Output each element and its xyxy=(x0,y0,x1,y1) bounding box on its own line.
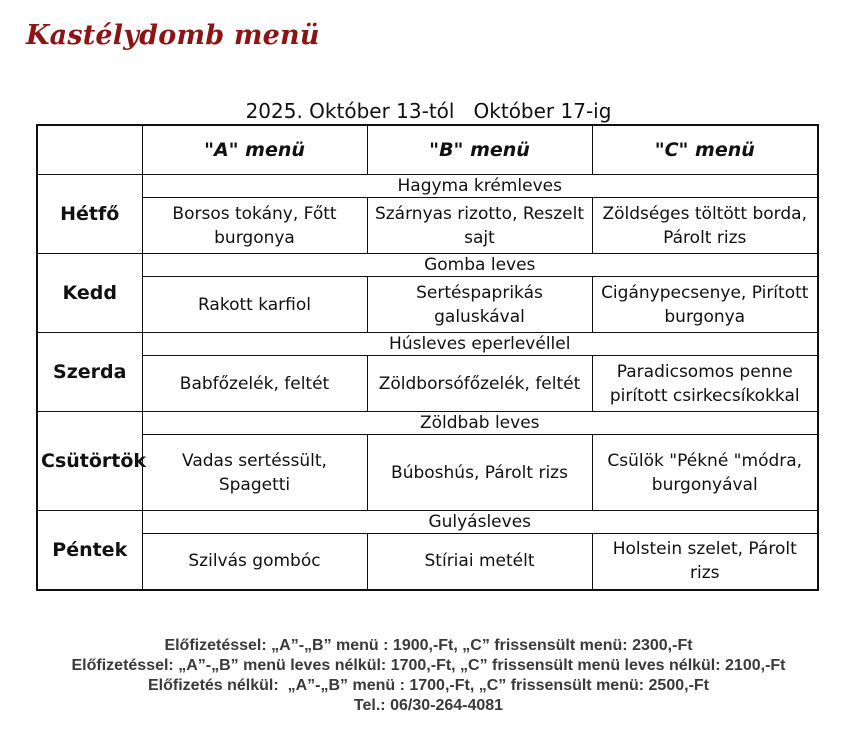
dish-row xyxy=(37,534,818,590)
price-line: Előfizetéssel: „A”-„B” menü leves nélkül: 1700,-Ft, „C” frissensült menü leves nélkül: 2100,-Ft xyxy=(71,657,786,674)
menu-period: 2025. Október 13-tól Október 17-ig xyxy=(245,99,612,123)
day-label: Kedd xyxy=(37,254,142,333)
menu-c-dish: Csülök "Pékné "módra, burgonyával xyxy=(592,435,818,511)
price-line: Előfizetés nélkül: „A”-„B” menü : 1700,-Ft, „C” frissensült menü: 2500,-Ft xyxy=(148,677,709,694)
menu-c-dish: Holstein szelet, Párolt rizs xyxy=(592,534,818,590)
menu-a-dish: Rakott karfiol xyxy=(142,277,367,333)
dish-row xyxy=(37,435,818,511)
soup-cell: Gomba leves xyxy=(142,254,818,277)
day-label: Szerda xyxy=(37,333,142,412)
menu-a-dish: Borsos tokány, Főtt burgonya xyxy=(142,198,367,254)
menu-b-dish: Stíriai metélt xyxy=(367,534,592,590)
menu-b-dish: Zöldborsófőzelék, feltét xyxy=(367,356,592,412)
corner-cell xyxy=(37,125,142,175)
menu-a-dish: Vadas sertéssült, Spagetti xyxy=(142,435,367,511)
menu-c-header: "C" menü xyxy=(592,125,818,175)
menu-c-dish: Zöldséges töltött borda, Párolt rizs xyxy=(592,198,818,254)
soup-row xyxy=(37,511,818,534)
pricing-footer xyxy=(0,636,857,716)
menu-b-header: "B" menü xyxy=(367,125,592,175)
soup-cell: Gulyásleves xyxy=(142,511,818,534)
menu-a-dish: Babfőzelék, feltét xyxy=(142,356,367,412)
soup-cell: Zöldbab leves xyxy=(142,412,818,435)
day-label: Péntek xyxy=(37,511,142,590)
day-label: Hétfő xyxy=(37,175,142,254)
day-label: Csütörtök xyxy=(37,412,142,511)
dish-row xyxy=(37,277,818,333)
soup-cell: Húsleves eperlevéllel xyxy=(142,333,818,356)
menu-a-header: "A" menü xyxy=(142,125,367,175)
weekly-menu-table xyxy=(36,124,819,591)
soup-row xyxy=(37,333,818,356)
phone-line: Tel.: 06/30-264-4081 xyxy=(353,697,504,714)
soup-row xyxy=(37,254,818,277)
header-row xyxy=(37,125,818,175)
soup-cell: Hagyma krémleves xyxy=(142,175,818,198)
dish-row xyxy=(37,198,818,254)
page-title: Kastélydomb menü xyxy=(26,20,320,51)
price-line: Előfizetéssel: „A”-„B” menü : 1900,-Ft, „C” frissensült menü: 2300,-Ft xyxy=(164,637,693,654)
soup-row xyxy=(37,175,818,198)
menu-b-dish: Szárnyas rizotto, Reszelt sajt xyxy=(367,198,592,254)
dish-row xyxy=(37,356,818,412)
menu-b-dish: Búboshús, Párolt rizs xyxy=(367,435,592,511)
menu-b-dish: Sertéspaprikás galuskával xyxy=(367,277,592,333)
menu-c-dish: Cigánypecsenye, Pirított burgonya xyxy=(592,277,818,333)
menu-c-dish: Paradicsomos penne pirított csirkecsíkokkal xyxy=(592,356,818,412)
menu-a-dish: Szilvás gombóc xyxy=(142,534,367,590)
soup-row xyxy=(37,412,818,435)
